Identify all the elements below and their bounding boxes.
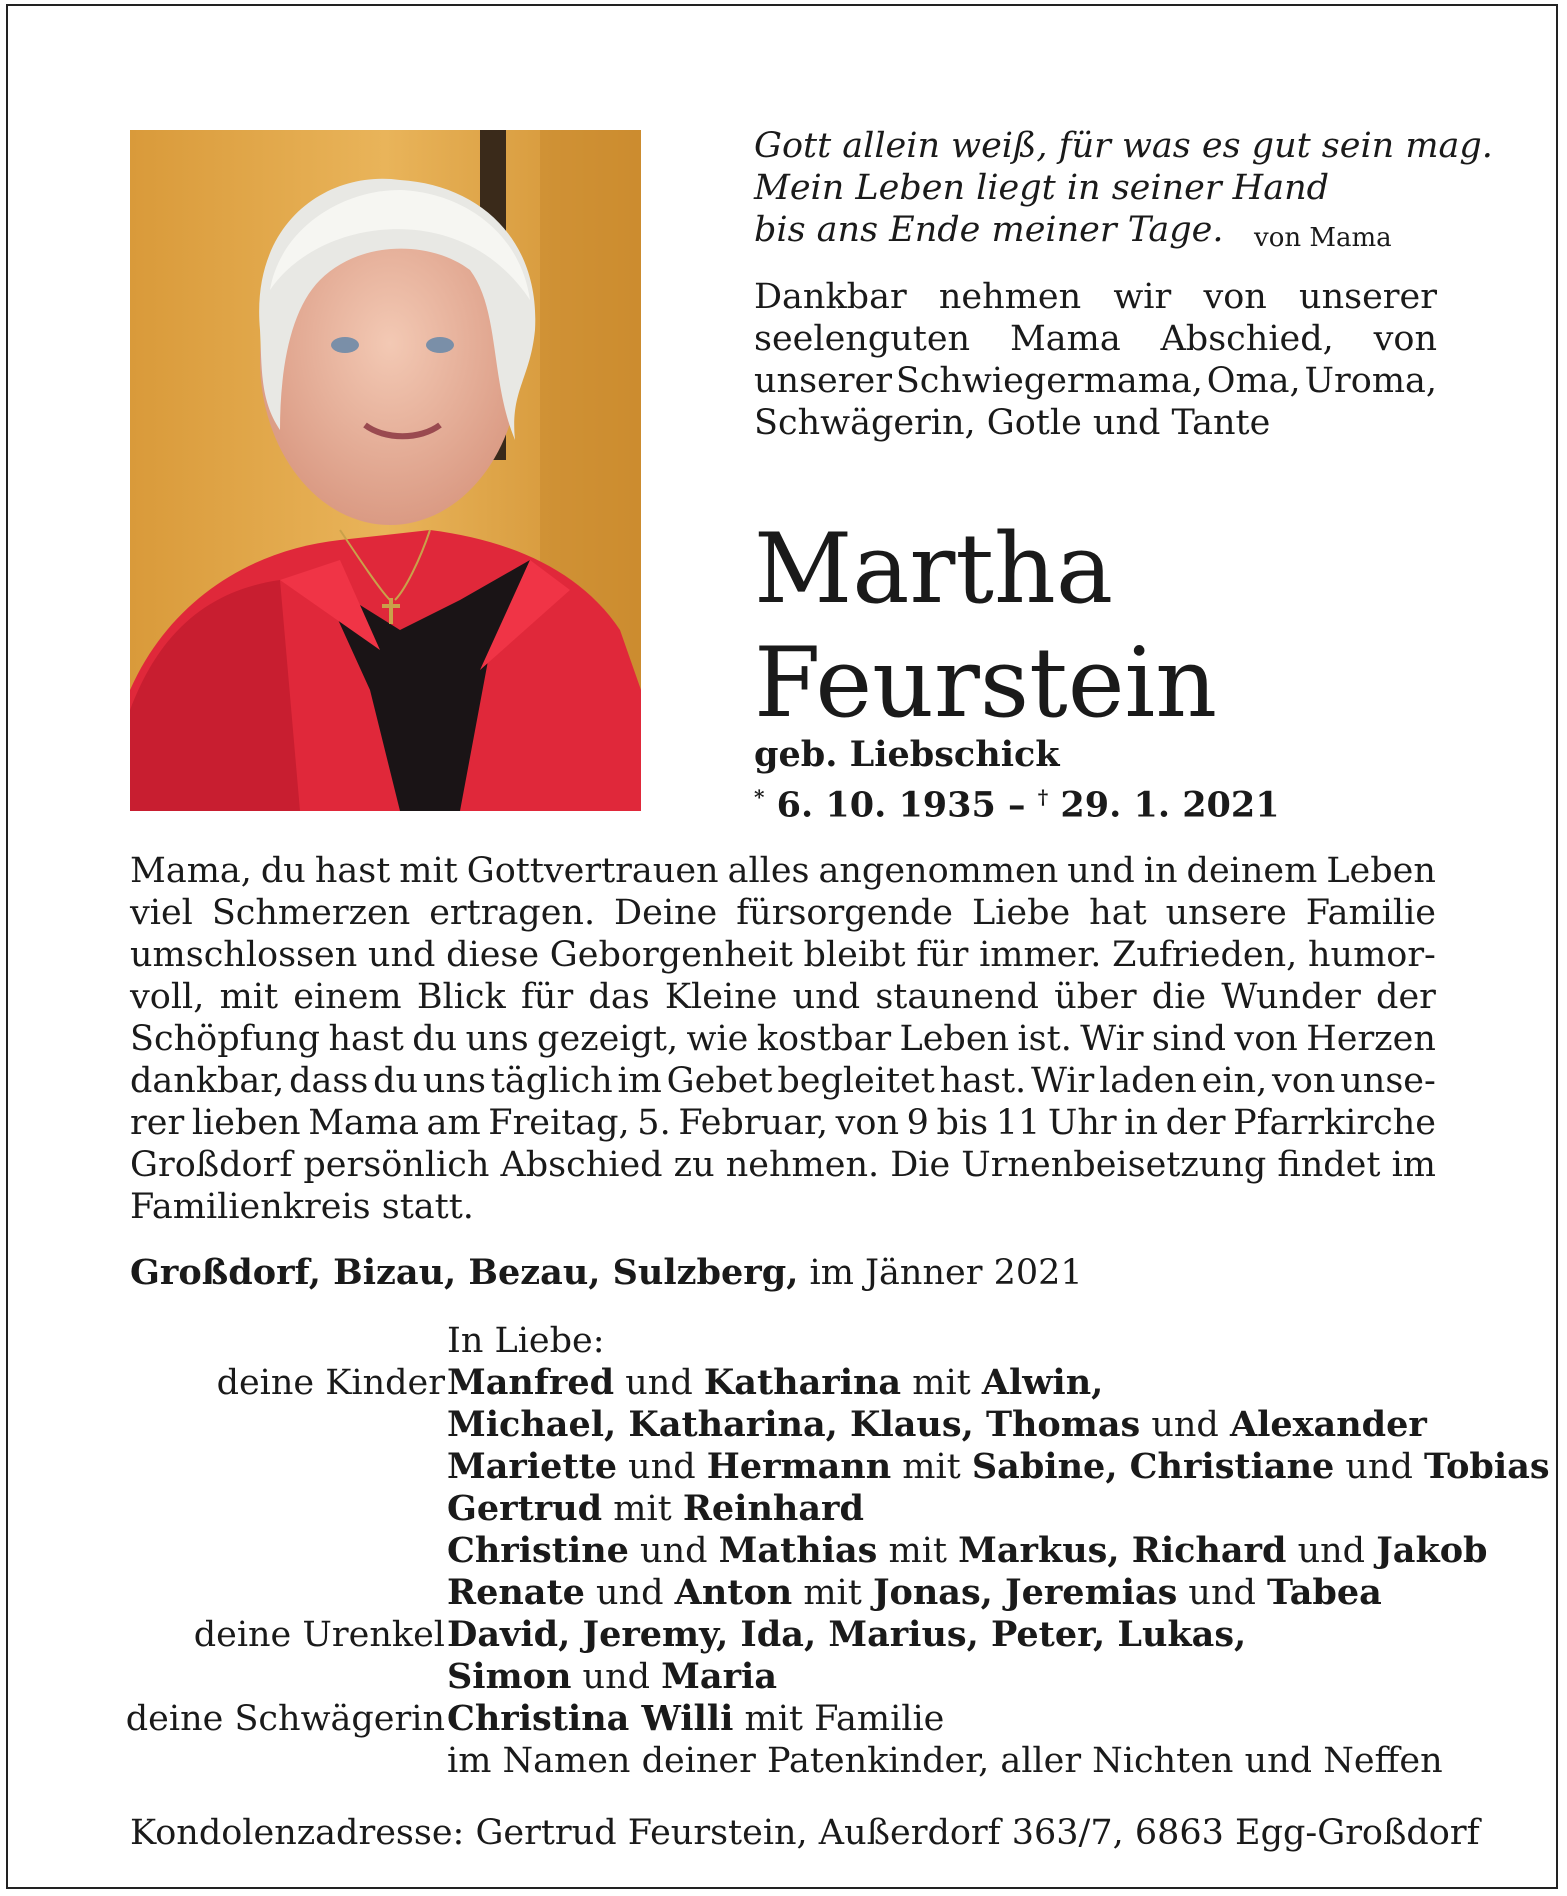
intro-line: Schwägerin, Gotle und Tante bbox=[754, 403, 1271, 443]
message-word: für bbox=[916, 935, 969, 975]
message-word: Liebe bbox=[971, 893, 1071, 933]
death-date: 29. 1. 2021 bbox=[1060, 784, 1280, 826]
message-word: unse- bbox=[1340, 1061, 1436, 1101]
message-word: hast bbox=[314, 851, 391, 891]
message-word: Schmerzen bbox=[211, 893, 411, 933]
message-word: Herzen bbox=[1306, 1019, 1436, 1059]
message-paragraph bbox=[130, 850, 1436, 1228]
message-word: einem bbox=[293, 977, 402, 1017]
family-list bbox=[125, 1320, 1550, 1782]
message-word: ist. bbox=[1017, 1019, 1072, 1059]
message-word: mit bbox=[399, 851, 458, 891]
message-word: voll, bbox=[130, 977, 205, 1017]
message-word: Uhr bbox=[1047, 1103, 1117, 1143]
death-cross-icon: † bbox=[1037, 785, 1049, 809]
family-names: Simon und Maria bbox=[447, 1656, 777, 1697]
message-word: Wunder bbox=[1221, 977, 1361, 1017]
message-word: Deine bbox=[614, 893, 718, 933]
condolence-address: Kondolenzadresse: Gertrud Feurstein, Außerdorf 363/7, 6863 Egg-Großdorf bbox=[130, 1813, 1480, 1853]
message-word: ertragen. bbox=[429, 893, 596, 933]
message-word: fürsorgende bbox=[736, 893, 953, 933]
dates-line bbox=[754, 776, 1280, 827]
family-row bbox=[130, 1614, 1540, 1656]
message-word: Zufrieden, bbox=[1112, 935, 1298, 975]
message-word: umschlossen bbox=[130, 935, 358, 975]
intro-word: Uroma, bbox=[1304, 361, 1437, 401]
message-word: mit bbox=[219, 977, 279, 1017]
quote-block bbox=[754, 125, 1493, 253]
message-word: von bbox=[835, 1103, 899, 1143]
message-word: kostbar bbox=[756, 1019, 892, 1059]
intro-word: unserer bbox=[754, 361, 892, 401]
family-row bbox=[130, 1320, 1540, 1362]
message-word: Gebet bbox=[666, 1061, 773, 1101]
family-row bbox=[130, 1488, 1540, 1530]
message-word: im bbox=[1391, 1145, 1436, 1185]
message-word: täglich bbox=[490, 1061, 613, 1101]
deceased-name bbox=[754, 512, 1217, 740]
message-line bbox=[130, 1018, 1436, 1060]
message-word: uns bbox=[422, 1061, 486, 1101]
intro-word: Schwiegermama, bbox=[895, 361, 1203, 401]
family-row bbox=[130, 1446, 1550, 1488]
message-word: und bbox=[367, 935, 436, 975]
message-word: Blick bbox=[416, 977, 506, 1017]
message-word: findet bbox=[1277, 1145, 1381, 1185]
message-word: angenommen bbox=[818, 851, 1059, 891]
quote-line: bis ans Ende meiner Tage. bbox=[754, 210, 1224, 250]
family-row bbox=[125, 1698, 1540, 1740]
family-row bbox=[130, 1404, 1540, 1446]
message-word: humor- bbox=[1307, 935, 1436, 975]
message-word: in bbox=[1143, 851, 1178, 891]
last-name: Feurstein bbox=[754, 627, 1218, 739]
message-word: von bbox=[1234, 1019, 1298, 1059]
family-names: Christine und Mathias mit Markus, Richard und Jakob bbox=[447, 1530, 1488, 1571]
family-row bbox=[130, 1572, 1540, 1614]
message-word: laden bbox=[1099, 1061, 1197, 1101]
portrait-illustration bbox=[130, 130, 641, 811]
message-word: staunend bbox=[875, 977, 1039, 1017]
message-word: rer bbox=[130, 1103, 185, 1143]
intro-word: Oma, bbox=[1206, 361, 1301, 401]
birth-star-icon: * bbox=[754, 785, 765, 809]
message-word: viel bbox=[130, 893, 193, 933]
family-row bbox=[130, 1362, 1540, 1404]
message-word: Großdorf bbox=[130, 1145, 293, 1185]
message-word: im bbox=[617, 1061, 662, 1101]
message-word: das bbox=[588, 977, 650, 1017]
message-word: bis bbox=[936, 1103, 989, 1143]
message-word: der bbox=[1376, 977, 1436, 1017]
message-word: Wir bbox=[1080, 1019, 1144, 1059]
month-year: im Jänner 2021 bbox=[798, 1253, 1083, 1293]
message-word: ein, bbox=[1201, 1061, 1268, 1101]
message-word: Wir bbox=[1030, 1061, 1095, 1101]
message-word: 9 bbox=[906, 1103, 929, 1143]
quote-line: Mein Leben liegt in seiner Hand bbox=[754, 168, 1330, 208]
family-row bbox=[130, 1740, 1540, 1782]
message-word: diese bbox=[446, 935, 540, 975]
intro-word: Dankbar bbox=[754, 277, 907, 317]
family-names: Renate und Anton mit Jonas, Jeremias und Tabea bbox=[447, 1572, 1382, 1613]
family-names: Gertrud mit Reinhard bbox=[447, 1488, 864, 1529]
message-word: 11 bbox=[995, 1103, 1041, 1143]
message-word: am bbox=[426, 1103, 481, 1143]
message-word: die bbox=[1151, 977, 1207, 1017]
message-word: Pfarrkirche bbox=[1233, 1103, 1436, 1143]
family-names: David, Jeremy, Ida, Marius, Peter, Lukas, bbox=[447, 1614, 1247, 1655]
message-word: gezeigt, bbox=[537, 1019, 679, 1059]
message-word: bleibt bbox=[803, 935, 906, 975]
intro-line bbox=[754, 360, 1437, 402]
message-line bbox=[130, 976, 1436, 1018]
message-word: Die bbox=[890, 1145, 951, 1185]
message-line bbox=[130, 850, 1436, 892]
message-word: über bbox=[1054, 977, 1137, 1017]
message-word: Familie bbox=[1305, 893, 1436, 933]
message-word: der bbox=[1165, 1103, 1226, 1143]
message-word: lieben bbox=[191, 1103, 301, 1143]
family-names: Mariette und Hermann mit Sabine, Christiane und Tobias bbox=[447, 1446, 1550, 1487]
message-word: Februar, bbox=[678, 1103, 828, 1143]
children-label: deine Kinder bbox=[216, 1363, 445, 1403]
message-line bbox=[130, 892, 1436, 934]
intro-word: Mama bbox=[1009, 319, 1121, 359]
message-word: Leben bbox=[899, 1019, 1010, 1059]
first-name: Martha bbox=[754, 513, 1114, 625]
message-word: Mama, bbox=[130, 851, 252, 891]
quote-line: Gott allein weiß, für was es gut sein mag. bbox=[754, 126, 1493, 166]
intro-word: von bbox=[1203, 277, 1267, 317]
family-names: im Namen deiner Patenkinder, aller Nichten und Neffen bbox=[447, 1741, 1443, 1781]
intro-paragraph bbox=[754, 276, 1437, 444]
message-word: sind bbox=[1151, 1019, 1227, 1059]
message-word: du bbox=[412, 1019, 458, 1059]
intro-word: wir bbox=[1113, 277, 1172, 317]
sisterinlaw-label: deine Schwägerin bbox=[125, 1699, 445, 1739]
family-names: Michael, Katharina, Klaus, Thomas und Alexander bbox=[447, 1404, 1427, 1445]
towns: Großdorf, Bizau, Bezau, Sulzberg, bbox=[130, 1252, 799, 1293]
maiden-name: geb. Liebschick bbox=[754, 734, 1060, 775]
date-dash: – bbox=[995, 784, 1038, 826]
message-word: du bbox=[260, 851, 306, 891]
message-word: Geborgenheit bbox=[549, 935, 793, 975]
place-date-line bbox=[130, 1252, 1083, 1294]
family-row bbox=[130, 1530, 1540, 1572]
message-word: immer. bbox=[979, 935, 1102, 975]
message-line bbox=[130, 1060, 1436, 1102]
message-word: zu bbox=[673, 1145, 715, 1185]
message-word: Kleine bbox=[664, 977, 778, 1017]
family-names: In Liebe: bbox=[447, 1321, 605, 1361]
intro-word: seelenguten bbox=[754, 319, 971, 359]
message-word: deinem bbox=[1186, 851, 1318, 891]
message-word: hast bbox=[328, 1019, 404, 1059]
message-word: Gottvertrauen bbox=[466, 851, 719, 891]
intro-word: Abschied, bbox=[1160, 319, 1334, 359]
message-word: unsere bbox=[1165, 893, 1287, 933]
intro-word: unserer bbox=[1299, 277, 1437, 317]
message-word: alles bbox=[727, 851, 810, 891]
family-row bbox=[130, 1656, 1540, 1698]
message-word: und bbox=[792, 977, 861, 1017]
family-names: Manfred und Katharina mit Alwin, bbox=[447, 1362, 1104, 1403]
message-word: begleitet bbox=[777, 1061, 935, 1101]
message-word: Mama bbox=[308, 1103, 419, 1143]
message-word: dankbar, bbox=[130, 1061, 285, 1101]
intro-word: von bbox=[1373, 319, 1437, 359]
message-word: Schöpfung bbox=[130, 1019, 321, 1059]
message-word: nehmen. bbox=[725, 1145, 880, 1185]
intro-word: nehmen bbox=[938, 277, 1082, 317]
message-line bbox=[130, 934, 1436, 976]
message-word: 5. bbox=[637, 1103, 671, 1143]
message-word: Urnenbeisetzung bbox=[961, 1145, 1267, 1185]
message-word: in bbox=[1124, 1103, 1159, 1143]
message-word: dass bbox=[289, 1061, 369, 1101]
intro-line bbox=[754, 318, 1437, 360]
message-word: du bbox=[373, 1061, 419, 1101]
message-line bbox=[130, 1102, 1436, 1144]
message-word: für bbox=[520, 977, 574, 1017]
intro-line bbox=[754, 276, 1437, 318]
message-word: persönlich bbox=[303, 1145, 490, 1185]
message-word: von bbox=[1272, 1061, 1336, 1101]
message-line: Familienkreis statt. bbox=[130, 1187, 474, 1227]
message-word: Freitag, bbox=[488, 1103, 630, 1143]
portrait-photo bbox=[130, 130, 641, 811]
quote-attribution: von Mama bbox=[1254, 223, 1392, 253]
message-word: Leben bbox=[1326, 851, 1436, 891]
greatgrandchildren-label: deine Urenkel bbox=[193, 1615, 445, 1655]
life-dates bbox=[754, 734, 1280, 827]
family-names: Christina Willi mit Familie bbox=[447, 1698, 945, 1739]
message-word: uns bbox=[465, 1019, 529, 1059]
message-word: wie bbox=[686, 1019, 749, 1059]
message-word: und bbox=[1067, 851, 1135, 891]
message-word: hat bbox=[1089, 893, 1147, 933]
message-line bbox=[130, 1144, 1436, 1186]
message-word: hast. bbox=[939, 1061, 1027, 1101]
message-word: Abschied bbox=[500, 1145, 663, 1185]
birth-date: 6. 10. 1935 bbox=[776, 784, 996, 826]
